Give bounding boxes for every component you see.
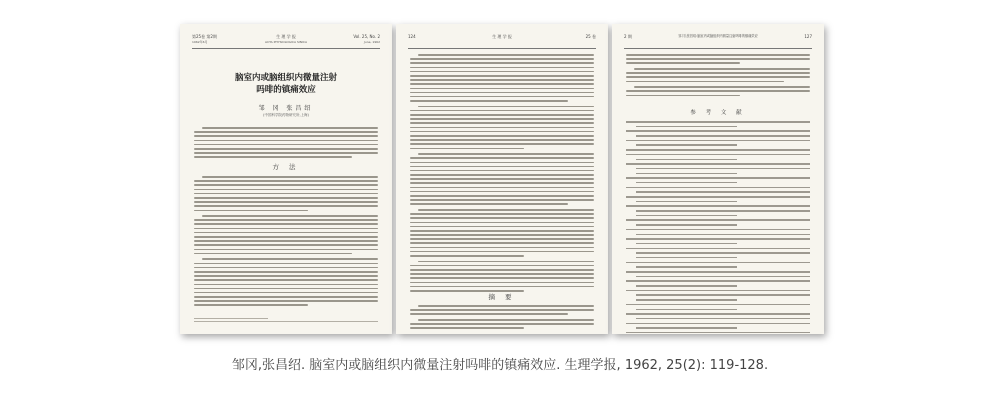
references-heading: 参 考 文 献 xyxy=(690,110,746,116)
page-3-issue: 2 期 xyxy=(624,34,632,39)
paper-title xyxy=(200,72,372,96)
page-2-volume: 25 卷 xyxy=(585,34,596,39)
page-1-date-en: June, 1962 xyxy=(363,40,380,44)
abstract-text-block xyxy=(194,127,378,161)
page-1-journal-name: 生 理 学 报 xyxy=(276,34,296,39)
page-2-running-header xyxy=(408,34,596,49)
page-2-journal-name: 生 理 学 报 xyxy=(492,34,512,39)
paper-page-1 xyxy=(180,24,392,334)
page-3-running-header xyxy=(624,34,812,49)
paper-title-line-2: 吗啡的镇痛效应 xyxy=(256,85,316,95)
paper-authors: 邹 冈 张昌绍 xyxy=(258,105,314,112)
citation-caption: 邹冈,张昌绍. 脑室内或脑组织内微量注射吗啡的镇痛效应. 生理学报, 1962, 25(2): 119-128. xyxy=(231,358,769,373)
paper-title-line-1: 脑室内或脑组织内微量注射 xyxy=(234,73,337,83)
methods-heading: 方 法 xyxy=(272,163,300,171)
paper-affiliation: (中国科学院药物研究所,上海) xyxy=(263,113,309,117)
methods-text-block xyxy=(194,176,378,309)
page-3-page-number: 127 xyxy=(804,34,812,39)
page-3-body-text xyxy=(626,54,810,99)
page-1-date: 1962年6月 xyxy=(192,40,208,44)
page-1-footnote xyxy=(194,318,378,324)
paper-page-3 xyxy=(612,24,824,334)
summary-heading: 摘 要 xyxy=(488,293,516,301)
page-2-page-number: 124 xyxy=(408,34,416,39)
page-1-volume-issue: 第25卷 第2期 xyxy=(192,34,217,39)
page-2-body-text xyxy=(410,54,594,294)
paper-page-2 xyxy=(396,24,608,334)
page-1-journal-name-en: ACTA PHYSIOLOGICA SINICA xyxy=(264,40,308,44)
summary-text-block xyxy=(410,305,594,332)
page-1-volume-issue-en: Vol. 25, No. 2 xyxy=(353,34,380,39)
reference-list xyxy=(626,121,810,334)
page-3-running-title: 邹 冈,张昌绍:脑室内或脑组织内微量注射吗啡的镇痛效应 xyxy=(678,34,758,38)
